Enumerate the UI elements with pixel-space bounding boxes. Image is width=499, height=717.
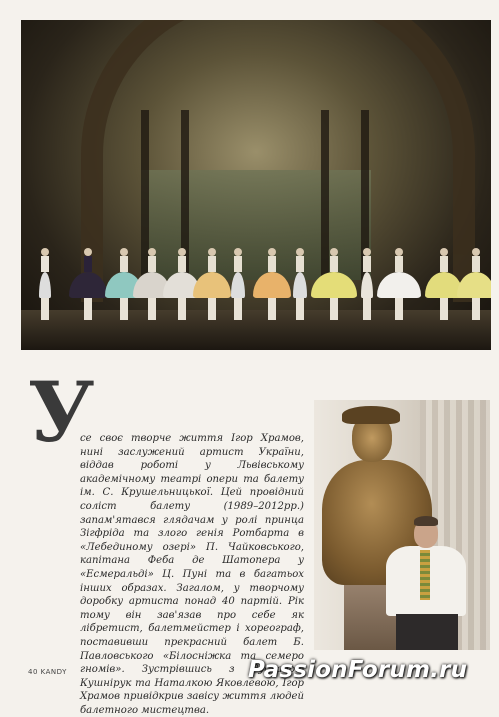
- magazine-name: KANDY: [40, 668, 67, 676]
- drop-cap: У: [28, 365, 95, 461]
- page-number: 40: [28, 668, 38, 676]
- dancer-figure: [69, 248, 107, 320]
- ballet-stage-photo: [21, 20, 491, 350]
- article-text: се своє творче життя Ігор Храмов, нині заслужений артист України, віддав роботі у Львівському академічному театрі опери та балету ім. С. Крушельницької. Цей провідний соліст балету (1989–2012рр.) запам'ятався глядачам у ролі принца Зігфріда та злого генія Ротбарта в «Лебединому озері» П. Чайковського, капітана Феба де Шатопера у «Есмеральді» Ц. Пуні та в багатьох інших образах. Загалом, у творчому доробку артиста понад 40 партій. Рік тому він зав'язав про себе як лібретист, балетмейстер і хореограф, поставивши прекрасний балет Б. Павловського «Білосніжка та семеро гномів». Зустрівшись з Русланою Кушнірук та Наталкою Яковлевою, Ігор Храмов привідкрив завісу життя людей балетного мистецтва.: [80, 433, 304, 716]
- dancer-figure: [39, 248, 51, 320]
- shirt-embroidery: [420, 550, 430, 600]
- dancer-figure: [311, 248, 357, 320]
- dancer-figure: [193, 248, 231, 320]
- dancer-figure: [361, 248, 373, 320]
- statue-hat: [342, 406, 400, 424]
- dancer-figure: [253, 248, 291, 320]
- dancer-figure: [457, 248, 491, 320]
- portrait-photo: [314, 400, 490, 650]
- man-hair: [414, 516, 438, 526]
- page-folio: [28, 668, 67, 676]
- dancer-figure: [231, 248, 245, 320]
- dancer-figure: [377, 248, 421, 320]
- dancer-figure: [293, 248, 307, 320]
- site-watermark: PassionForum.ru: [248, 657, 468, 683]
- man-trousers: [396, 614, 458, 650]
